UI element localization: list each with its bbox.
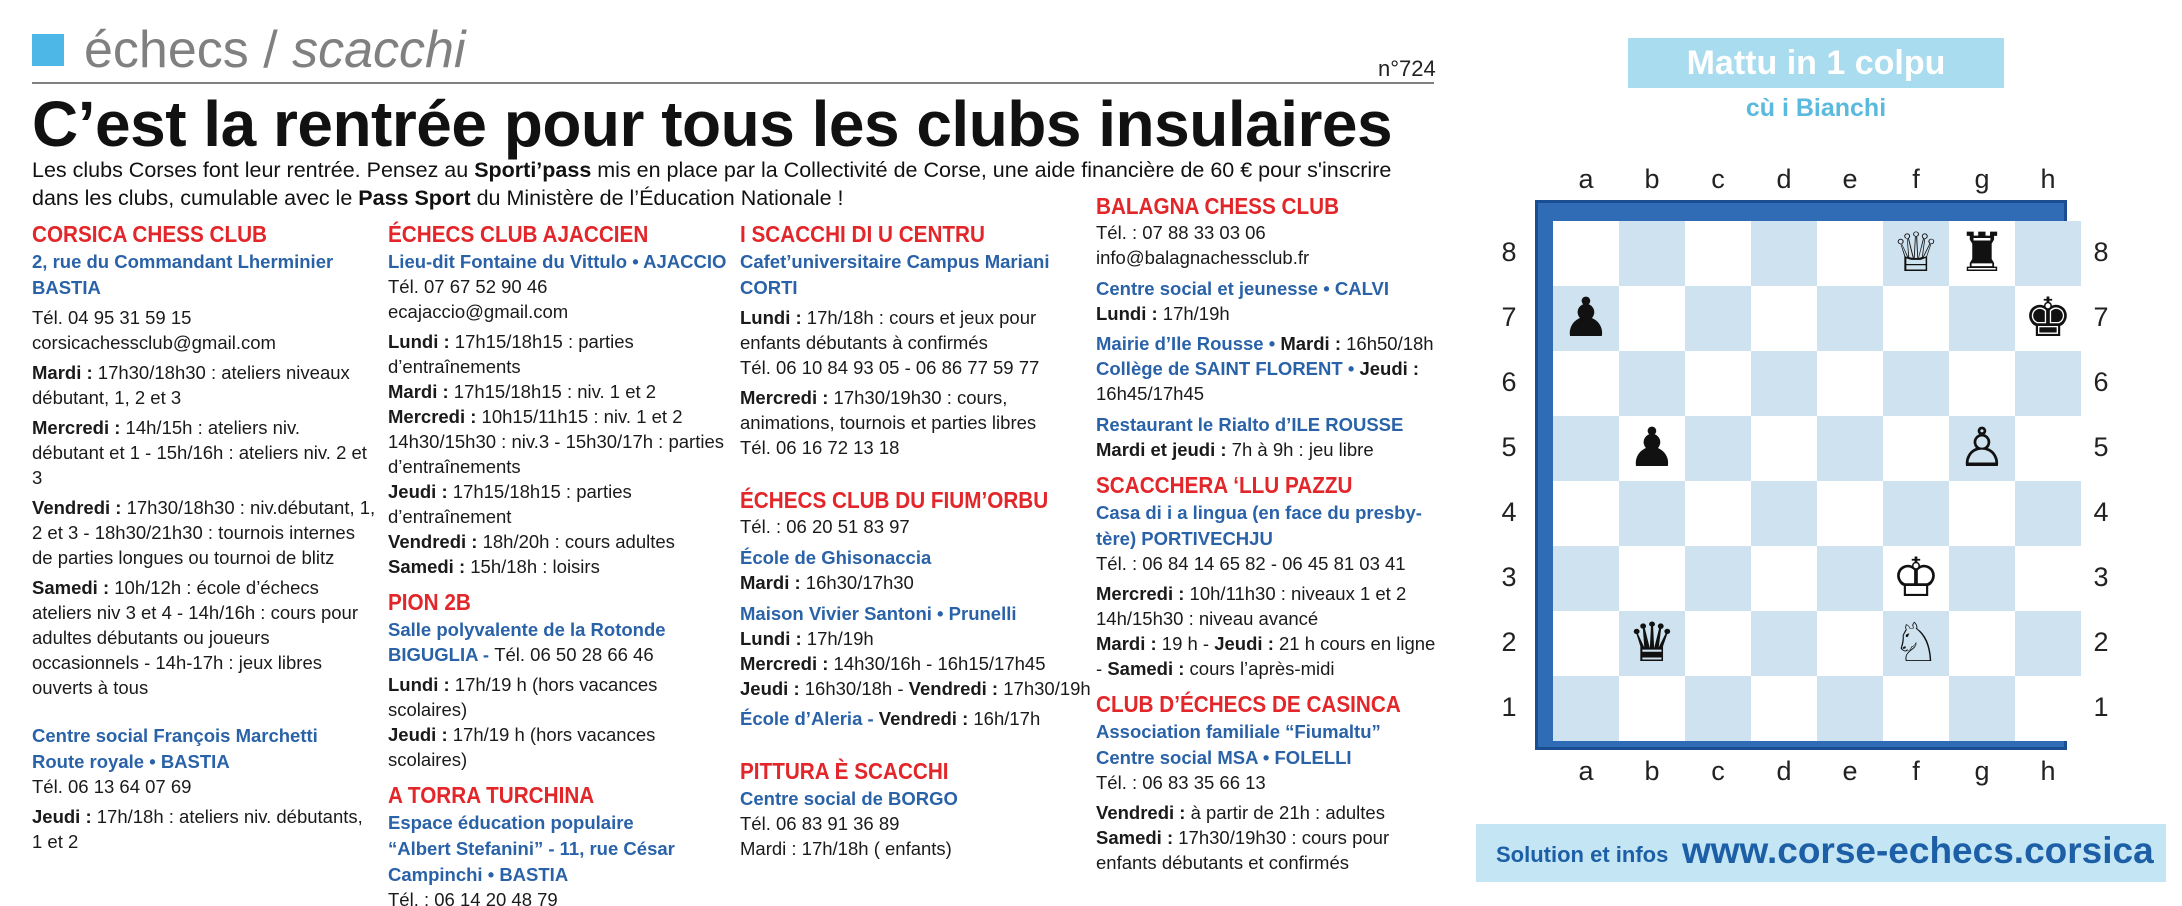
day: Lundi : bbox=[740, 307, 802, 328]
schedule-item bbox=[388, 529, 733, 554]
board-square-d7[interactable] bbox=[1751, 286, 1817, 351]
schedule-item bbox=[1096, 631, 1441, 681]
schedule-item bbox=[32, 575, 377, 700]
day: Lundi : bbox=[740, 628, 802, 649]
schedule-item bbox=[740, 570, 1095, 595]
file-label-e: e bbox=[1842, 756, 1858, 786]
rank-label-3: 3 bbox=[1501, 562, 1517, 592]
board-square-g4[interactable] bbox=[1949, 481, 2015, 546]
hours: 18h/20h : cours adultes bbox=[477, 531, 675, 552]
board-square-f1[interactable] bbox=[1883, 676, 1949, 741]
club-location: CORTI bbox=[740, 277, 798, 298]
intro-bold: Pass Sport bbox=[358, 186, 471, 210]
schedule-item bbox=[32, 804, 377, 854]
board-square-c6[interactable] bbox=[1685, 351, 1751, 416]
board-square-h3[interactable] bbox=[2015, 546, 2081, 611]
white-king-f3[interactable]: ♔ bbox=[1891, 546, 1941, 609]
board-square-g2[interactable] bbox=[1949, 611, 2015, 676]
day: Vendredi : bbox=[32, 497, 122, 518]
board-square-c5[interactable] bbox=[1685, 416, 1751, 481]
club-location: Cafet’universitaire Campus Mariani bbox=[740, 251, 1050, 272]
rank-label-4: 4 bbox=[1501, 497, 1517, 527]
hours: 14h30/16h - 16h15/17h45 bbox=[828, 653, 1046, 674]
board-square-b3[interactable] bbox=[1619, 546, 1685, 611]
rank-label-7: 7 bbox=[2093, 302, 2109, 332]
section-square bbox=[32, 34, 64, 66]
board-square-c8[interactable] bbox=[1685, 221, 1751, 286]
board-square-b7[interactable] bbox=[1619, 286, 1685, 351]
hours: 7h à 9h : jeu libre bbox=[1226, 439, 1374, 460]
schedule-item bbox=[740, 305, 1095, 355]
hours: 17h30/19h30 : cours pour enfants débutants et confirmés bbox=[1096, 827, 1390, 873]
hours: 17h/18h : ateliers niv. débutants, 1 et 2 bbox=[32, 806, 363, 852]
club-location: Espace éducation populaire bbox=[388, 812, 634, 833]
hours: 17h/19 h (hors vacances scolaires) bbox=[388, 724, 656, 770]
club-location: BASTIA bbox=[32, 277, 101, 298]
board-square-e3[interactable] bbox=[1817, 546, 1883, 611]
board-square-g6[interactable] bbox=[1949, 351, 2015, 416]
hours: 17h30/18h30 : niv.débutant, 1, 2 et 3 - 18h30/21h30 : tournois internes de parties longues ou tournoi de blitz bbox=[32, 497, 376, 568]
rank-label-8: 8 bbox=[2093, 237, 2109, 267]
club-phone: Tél. 06 13 64 07 69 bbox=[32, 776, 192, 797]
rank-label-1: 1 bbox=[1501, 692, 1517, 722]
club-location: École d’Aleria - bbox=[740, 708, 879, 729]
club-location: Campinchi • BASTIA bbox=[388, 864, 569, 885]
day: Jeudi : bbox=[32, 806, 92, 827]
intro-part: du Ministère de l’Éducation Nationale ! bbox=[470, 186, 844, 210]
day: Jeudi : bbox=[1359, 358, 1420, 379]
column-2 bbox=[388, 216, 733, 906]
footer-label: Solution et infos bbox=[1496, 842, 1669, 867]
club-phone: Tél. 06 16 72 13 18 bbox=[740, 437, 900, 458]
board-square-g7[interactable] bbox=[1949, 286, 2015, 351]
club-phone: Tél. : 06 14 20 48 79 bbox=[388, 889, 558, 906]
board-square-g3[interactable] bbox=[1949, 546, 2015, 611]
day: Samedi : bbox=[1096, 827, 1174, 848]
black-pawn-a7[interactable]: ♟ bbox=[1561, 286, 1611, 349]
file-label-b: b bbox=[1644, 756, 1660, 786]
kicker-fr: échecs bbox=[84, 21, 249, 79]
schedule-item: Mardi : 17h/18h ( enfants) bbox=[740, 838, 952, 859]
day: Vendredi : bbox=[1096, 802, 1186, 823]
rank-label-8: 8 bbox=[1501, 237, 1517, 267]
board-square-h4[interactable] bbox=[2015, 481, 2081, 546]
day: Mardi : bbox=[1096, 633, 1157, 654]
day: Vendredi : bbox=[908, 678, 999, 699]
board-square-h2[interactable] bbox=[2015, 611, 2081, 676]
hours: cours l’après-midi bbox=[1184, 658, 1335, 679]
board-square-c2[interactable] bbox=[1685, 611, 1751, 676]
board-square-b8[interactable] bbox=[1619, 221, 1685, 286]
schedule-item bbox=[1096, 825, 1441, 875]
board-square-e6[interactable] bbox=[1817, 351, 1883, 416]
schedule-item bbox=[388, 479, 733, 529]
hours: 16h30/17h30 bbox=[800, 572, 914, 593]
day: Vendredi : bbox=[388, 531, 478, 552]
board-square-a4[interactable] bbox=[1553, 481, 1619, 546]
day: Lundi : bbox=[1096, 303, 1158, 324]
schedule-item bbox=[1096, 581, 1441, 631]
club-name: A TORRA TURCHINA bbox=[388, 782, 595, 808]
board-square-d2[interactable] bbox=[1751, 611, 1817, 676]
hours: 21 h cours en ligne - bbox=[1096, 633, 1436, 679]
club-location: Casa di i a lingua (en face du presby- bbox=[1096, 502, 1422, 523]
club-phone: Tél. : 07 88 33 03 06 bbox=[1096, 222, 1266, 243]
schedule-item bbox=[32, 415, 377, 490]
day: Mardi : bbox=[32, 362, 93, 383]
club-location: Lieu-dit Fontaine du Vittulo • AJACCIO bbox=[388, 251, 727, 272]
hours: 16h30/18h - bbox=[799, 678, 909, 699]
day: Samedi : bbox=[1107, 658, 1185, 679]
board-square-f6[interactable] bbox=[1883, 351, 1949, 416]
hours: 17h/18h : cours et jeux pour enfants débutants à confirmés bbox=[740, 307, 1037, 353]
club-email: info@balagnachessclub.fr bbox=[1096, 247, 1310, 268]
board-square-a6[interactable] bbox=[1553, 351, 1619, 416]
board-square-b1[interactable] bbox=[1619, 676, 1685, 741]
chess-board-svg bbox=[1553, 221, 2081, 741]
file-label-d: d bbox=[1776, 164, 1792, 194]
black-pawn-b5[interactable]: ♟ bbox=[1627, 416, 1677, 479]
board-square-b4[interactable] bbox=[1619, 481, 1685, 546]
club-phone: Tél. : 06 84 14 65 82 - 06 45 81 03 41 bbox=[1096, 553, 1406, 574]
day: Mardi : bbox=[388, 381, 449, 402]
column-3 bbox=[740, 216, 1095, 861]
file-label-h: h bbox=[2040, 164, 2056, 194]
board-square-e2[interactable] bbox=[1817, 611, 1883, 676]
club-location: BIGUGLIA - bbox=[388, 644, 495, 665]
board-square-e1[interactable] bbox=[1817, 676, 1883, 741]
issue-number: n°724 bbox=[1378, 56, 1436, 81]
file-label-a: a bbox=[1578, 164, 1594, 194]
hours: 10h/12h : école d’échecs ateliers niv 3 et 4 - 14h/16h : cours pour adultes débutants ou joueurs occasionnels - 14h-17h : jeux libres ouverts à tous bbox=[32, 577, 358, 698]
schedule-item bbox=[1096, 331, 1441, 356]
hours: à partir de 21h : adultes bbox=[1185, 802, 1385, 823]
hours: 17h15/18h15 : niv. 1 et 2 bbox=[448, 381, 657, 402]
club-location: Restaurant le Rialto d’ILE ROUSSE bbox=[1096, 414, 1404, 435]
club-email: corsicachessclub@gmail.com bbox=[32, 332, 276, 353]
white-queen-f8[interactable]: ♕ bbox=[1891, 221, 1941, 284]
schedule-item bbox=[740, 706, 1095, 731]
club-location: Centre social François Marchetti bbox=[32, 725, 318, 746]
day: Jeudi : bbox=[388, 481, 448, 502]
club-phone: Tél. : 06 20 51 83 97 bbox=[740, 516, 910, 537]
hours: 17h15/18h15 : parties d’entraînement bbox=[388, 481, 632, 527]
rank-label-3: 3 bbox=[2093, 562, 2109, 592]
board-square-d6[interactable] bbox=[1751, 351, 1817, 416]
file-label-f: f bbox=[1912, 164, 1920, 194]
intro-part: mis en place par la Collectivité de Corse, une aide financière de 60 € pour s'inscrire dans les clubs, cumulable avec le bbox=[32, 158, 1392, 210]
club-location: Association familiale “Fiumaltu” bbox=[1096, 721, 1381, 742]
board-square-c3[interactable] bbox=[1685, 546, 1751, 611]
rank-label-2: 2 bbox=[2093, 627, 2109, 657]
schedule-item bbox=[1096, 437, 1441, 462]
hours: 16h50/18h bbox=[1340, 333, 1434, 354]
schedule-item bbox=[388, 722, 733, 772]
hours: 15h/18h : loisirs bbox=[465, 556, 600, 577]
club-location: École de Ghisonaccia bbox=[740, 547, 932, 568]
rank-label-1: 1 bbox=[2093, 692, 2109, 722]
schedule-item bbox=[388, 672, 733, 722]
intro-bold: Sporti’pass bbox=[474, 158, 592, 182]
headline: C’est la rentrée pour tous les clubs insulaires bbox=[32, 88, 1393, 160]
board-square-c7[interactable] bbox=[1685, 286, 1751, 351]
hours: 19 h - bbox=[1156, 633, 1215, 654]
day: Lundi : bbox=[388, 331, 450, 352]
rank-label-5: 5 bbox=[2093, 432, 2109, 462]
club-name: SCACCHERA ‘LLU PAZZU bbox=[1096, 472, 1353, 498]
hours: 16h/17h bbox=[968, 708, 1041, 729]
file-label-h: h bbox=[2040, 756, 2056, 786]
rank-label-6: 6 bbox=[2093, 367, 2109, 397]
kicker-co: scacchi bbox=[292, 21, 466, 79]
schedule-item bbox=[740, 676, 1095, 701]
club-name: ÉCHECS CLUB DU FIUM’ORBU bbox=[740, 487, 1049, 513]
file-label-b: b bbox=[1644, 164, 1660, 194]
day: Lundi : bbox=[388, 674, 450, 695]
board-square-e7[interactable] bbox=[1817, 286, 1883, 351]
club-location: Route royale • BASTIA bbox=[32, 751, 230, 772]
rank-label-5: 5 bbox=[1501, 432, 1517, 462]
board-square-c1[interactable] bbox=[1685, 676, 1751, 741]
day: Mercredi : bbox=[32, 417, 121, 438]
club-location: Collège de SAINT FLORENT • bbox=[1096, 358, 1360, 379]
schedule-item bbox=[32, 495, 377, 570]
day: Mardi : bbox=[740, 572, 801, 593]
file-label-d: d bbox=[1776, 756, 1792, 786]
file-label-g: g bbox=[1974, 756, 1990, 786]
club-phone: Tél. 06 50 28 66 46 bbox=[494, 644, 654, 665]
day: Mercredi : bbox=[1096, 583, 1185, 604]
day: Jeudi : bbox=[740, 678, 800, 699]
day: Mardi et jeudi : bbox=[1096, 439, 1227, 460]
day: Mercredi : bbox=[388, 406, 477, 427]
board-square-h6[interactable] bbox=[2015, 351, 2081, 416]
puzzle-subtitle: cù i Bianchi bbox=[1745, 94, 1887, 122]
hours: 14h/15h : ateliers niv. débutant et 1 - 15h/16h : ateliers niv. 2 et 3 bbox=[32, 417, 367, 488]
day: Vendredi : bbox=[878, 708, 969, 729]
club-location: Centre social et jeunesse • CALVI bbox=[1096, 278, 1389, 299]
board-square-e8[interactable] bbox=[1817, 221, 1883, 286]
hours: 17h30/18h30 : ateliers niveaux débutant, 1, 2 et 3 bbox=[32, 362, 350, 408]
schedule-item bbox=[388, 554, 733, 579]
file-label-c: c bbox=[1711, 164, 1725, 194]
club-name: CORSICA CHESS CLUB bbox=[32, 221, 267, 247]
hours: 17h30/19h bbox=[998, 678, 1091, 699]
club-location: Salle polyvalente de la Rotonde bbox=[388, 619, 666, 640]
footer-banner bbox=[1476, 824, 2166, 882]
club-phone: Tél. 07 67 52 90 46 bbox=[388, 276, 548, 297]
board-square-d8[interactable] bbox=[1751, 221, 1817, 286]
file-label-g: g bbox=[1974, 164, 1990, 194]
day: Mercredi : bbox=[740, 387, 829, 408]
club-name: PION 2B bbox=[388, 589, 471, 615]
club-location: Centre social MSA • FOLELLI bbox=[1096, 747, 1352, 768]
column-1 bbox=[32, 216, 377, 854]
club-phone: Tél. 06 83 91 36 89 bbox=[740, 813, 900, 834]
board-square-h1[interactable] bbox=[2015, 676, 2081, 741]
board-square-a8[interactable] bbox=[1553, 221, 1619, 286]
club-name: BALAGNA CHESS CLUB bbox=[1096, 193, 1340, 219]
hours: 10h/11h30 : niveaux 1 et 2 14h/15h30 : niveau avancé bbox=[1096, 583, 1407, 629]
hours: 17h/19 h (hors vacances scolaires) bbox=[388, 674, 658, 720]
hours: 10h15/11h15 : niv. 1 et 2 14h30/15h30 : niv.3 - 15h30/17h : parties d’entraînements bbox=[388, 406, 724, 477]
board-square-d4[interactable] bbox=[1751, 481, 1817, 546]
schedule-item bbox=[740, 626, 1095, 651]
file-label-a: a bbox=[1578, 756, 1594, 786]
board-square-a5[interactable] bbox=[1553, 416, 1619, 481]
day: Mercredi : bbox=[740, 653, 829, 674]
board-square-f5[interactable] bbox=[1883, 416, 1949, 481]
hours: 17h/19h bbox=[801, 628, 874, 649]
header-rule bbox=[32, 82, 1434, 84]
rank-label-2: 2 bbox=[1501, 627, 1517, 657]
club-phone: Tél. 06 10 84 93 05 - 06 86 77 59 77 bbox=[740, 357, 1040, 378]
puzzle-title: Mattu in 1 colpu bbox=[1628, 38, 2004, 88]
board-square-a3[interactable] bbox=[1553, 546, 1619, 611]
schedule-item bbox=[32, 360, 377, 410]
board-square-a1[interactable] bbox=[1553, 676, 1619, 741]
board-square-g1[interactable] bbox=[1949, 676, 2015, 741]
footer-url[interactable]: www.corse-echecs.corsica bbox=[1682, 830, 2154, 871]
schedule-item bbox=[1096, 301, 1441, 326]
black-queen-b2[interactable]: ♛ bbox=[1627, 611, 1677, 674]
board-square-d1[interactable] bbox=[1751, 676, 1817, 741]
club-location: Mairie d’Ile Rousse • bbox=[1096, 333, 1281, 354]
day: Mardi : bbox=[1280, 333, 1341, 354]
board-square-f4[interactable] bbox=[1883, 481, 1949, 546]
chess-board bbox=[1553, 221, 2081, 741]
board-square-f7[interactable] bbox=[1883, 286, 1949, 351]
club-location: Centre social de BORGO bbox=[740, 788, 958, 809]
section-kicker bbox=[84, 20, 466, 80]
hours: 17h/19h bbox=[1157, 303, 1230, 324]
day: Samedi : bbox=[32, 577, 110, 598]
kicker-sep: / bbox=[248, 21, 293, 79]
schedule-item bbox=[388, 329, 733, 379]
hours: 17h30/19h30 : cours, animations, tournois et parties libres bbox=[740, 387, 1037, 433]
board-square-d5[interactable] bbox=[1751, 416, 1817, 481]
club-name: CLUB D’ÉCHECS DE CASINCA bbox=[1096, 691, 1401, 717]
hours: 17h15/18h15 : parties d’entraînements bbox=[388, 331, 634, 377]
club-location: 2, rue du Commandant Lherminier bbox=[32, 251, 334, 272]
board-square-e5[interactable] bbox=[1817, 416, 1883, 481]
intro-part: Les clubs Corses font leur rentrée. Pensez au bbox=[32, 158, 475, 182]
rank-label-4: 4 bbox=[2093, 497, 2109, 527]
hours: 16h45/17h45 bbox=[1096, 383, 1205, 404]
file-label-f: f bbox=[1912, 756, 1920, 786]
schedule-item bbox=[740, 651, 1095, 676]
club-phone: Tél. : 06 83 35 66 13 bbox=[1096, 772, 1266, 793]
white-pawn-g5[interactable]: ♙ bbox=[1957, 416, 2007, 479]
day: Jeudi : bbox=[1214, 633, 1274, 654]
club-location: “Albert Stefanini” - 11, rue César bbox=[388, 838, 675, 859]
board-square-h8[interactable] bbox=[2015, 221, 2081, 286]
board-square-a2[interactable] bbox=[1553, 611, 1619, 676]
club-name: ÉCHECS CLUB AJACCIEN bbox=[388, 221, 649, 247]
board-square-d3[interactable] bbox=[1751, 546, 1817, 611]
schedule-item bbox=[388, 404, 733, 479]
day: Samedi : bbox=[388, 556, 466, 577]
day: Jeudi : bbox=[388, 724, 448, 745]
rank-label-7: 7 bbox=[1501, 302, 1517, 332]
club-location: tère) PORTIVECHJU bbox=[1096, 528, 1273, 549]
club-location-phone bbox=[388, 642, 733, 667]
schedule-item bbox=[1096, 356, 1441, 406]
schedule-item bbox=[740, 385, 1095, 435]
rank-label-6: 6 bbox=[1501, 367, 1517, 397]
club-name: PITTURA È SCACCHI bbox=[740, 758, 949, 784]
black-king-h7[interactable]: ♚ bbox=[2023, 286, 2073, 349]
white-knight-f2[interactable]: ♘ bbox=[1891, 611, 1941, 674]
column-4 bbox=[1096, 188, 1441, 875]
file-label-c: c bbox=[1711, 756, 1725, 786]
file-label-e: e bbox=[1842, 164, 1858, 194]
club-name: I SCACCHI DI U CENTRU bbox=[740, 221, 985, 247]
board-square-h5[interactable] bbox=[2015, 416, 2081, 481]
club-location: Maison Vivier Santoni • Prunelli bbox=[740, 603, 1017, 624]
board-square-b6[interactable] bbox=[1619, 351, 1685, 416]
board-square-c4[interactable] bbox=[1685, 481, 1751, 546]
schedule-item bbox=[388, 379, 733, 404]
club-phone: Tél. 04 95 31 59 15 bbox=[32, 307, 192, 328]
schedule-item bbox=[1096, 800, 1441, 825]
board-square-e4[interactable] bbox=[1817, 481, 1883, 546]
black-rook-g8[interactable]: ♜ bbox=[1957, 221, 2007, 284]
club-email: ecajaccio@gmail.com bbox=[388, 301, 569, 322]
